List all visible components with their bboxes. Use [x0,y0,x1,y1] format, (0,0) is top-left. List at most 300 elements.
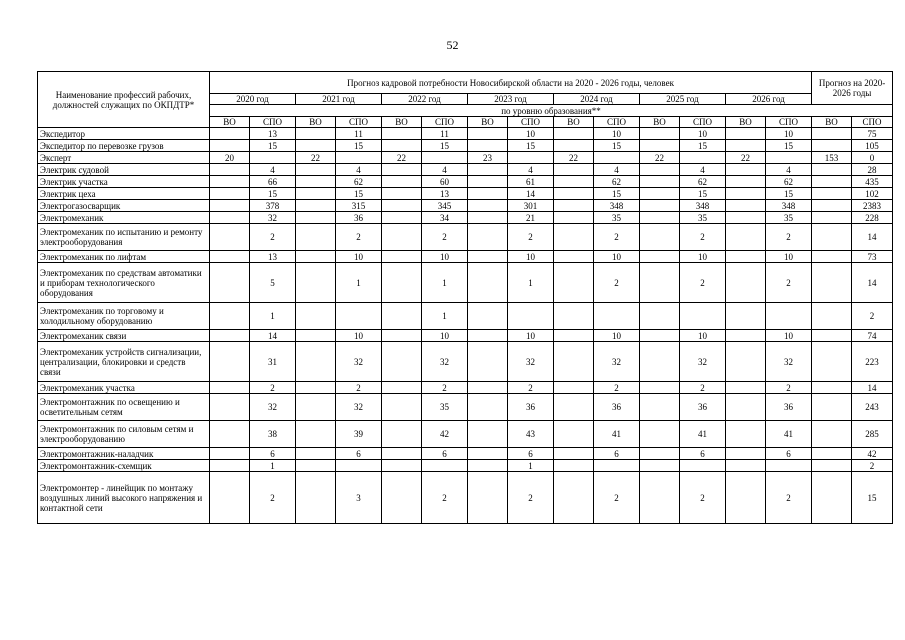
header-by-level: по уровню образования** [210,105,893,117]
value-cell [812,176,852,188]
value-cell [812,224,852,251]
value-cell: 74 [852,330,893,342]
header-level: ВО [468,117,508,128]
value-cell [210,176,250,188]
value-cell [554,472,594,524]
value-cell: 223 [852,342,893,382]
value-cell: 10 [766,128,812,140]
value-cell: 15 [250,188,296,200]
profession-name: Электромонтажник по силовым сетям и электрооборудованию [38,421,210,448]
header-level: СПО [852,117,893,128]
value-cell [468,251,508,263]
value-cell [726,188,766,200]
value-cell [296,382,336,394]
value-cell: 15 [336,188,382,200]
value-cell: 10 [508,330,554,342]
value-cell: 36 [766,394,812,421]
value-cell [594,460,640,472]
value-cell [554,303,594,330]
value-cell: 22 [382,152,422,164]
value-cell [554,200,594,212]
value-cell [210,472,250,524]
value-cell: 6 [508,448,554,460]
value-cell [766,303,812,330]
header-level: ВО [640,117,680,128]
value-cell [468,382,508,394]
value-cell: 2 [680,382,726,394]
value-cell: 15 [680,140,726,152]
value-cell: 0 [852,152,893,164]
value-cell: 10 [336,330,382,342]
profession-name: Экспедитор [38,128,210,140]
value-cell: 62 [594,176,640,188]
value-cell: 14 [250,330,296,342]
value-cell [640,251,680,263]
header-year: 2022 год [382,94,468,105]
value-cell: 41 [594,421,640,448]
value-cell [296,128,336,140]
value-cell [812,188,852,200]
value-cell: 41 [766,421,812,448]
value-cell: 2 [680,224,726,251]
value-cell [210,212,250,224]
value-cell: 348 [680,200,726,212]
value-cell: 2 [680,472,726,524]
value-cell [640,330,680,342]
value-cell [468,188,508,200]
value-cell [726,421,766,448]
value-cell [296,472,336,524]
value-cell [812,394,852,421]
value-cell [382,188,422,200]
value-cell [382,200,422,212]
value-cell: 301 [508,200,554,212]
value-cell [382,394,422,421]
value-cell: 2 [766,263,812,303]
table-row [38,200,893,212]
value-cell: 2 [422,224,468,251]
value-cell: 32 [680,342,726,382]
value-cell [468,263,508,303]
value-cell [640,176,680,188]
value-cell: 32 [594,342,640,382]
value-cell: 6 [594,448,640,460]
header-year: 2020 год [210,94,296,105]
header-year: 2024 год [554,94,640,105]
table-row [38,140,893,152]
table-row [38,128,893,140]
value-cell [640,164,680,176]
table-row [38,303,893,330]
value-cell [640,224,680,251]
value-cell: 10 [766,330,812,342]
value-cell [336,152,382,164]
value-cell: 62 [680,176,726,188]
value-cell: 15 [336,140,382,152]
value-cell: 228 [852,212,893,224]
value-cell: 32 [422,342,468,382]
value-cell: 13 [250,128,296,140]
value-cell [468,303,508,330]
value-cell [726,303,766,330]
profession-name: Электромонтажник по освещению и осветительным сетям [38,394,210,421]
value-cell: 15 [250,140,296,152]
value-cell [210,330,250,342]
value-cell: 10 [508,251,554,263]
table-row [38,448,893,460]
value-cell: 66 [250,176,296,188]
value-cell [726,263,766,303]
value-cell [382,224,422,251]
value-cell [726,382,766,394]
value-cell [210,188,250,200]
value-cell [812,212,852,224]
value-cell [210,200,250,212]
value-cell [422,152,468,164]
value-cell: 2 [508,382,554,394]
value-cell: 2 [594,472,640,524]
value-cell [296,421,336,448]
value-cell [640,140,680,152]
header-level: ВО [812,117,852,128]
value-cell [210,421,250,448]
value-cell: 4 [336,164,382,176]
value-cell [554,128,594,140]
value-cell: 22 [296,152,336,164]
table-row [38,421,893,448]
value-cell: 42 [422,421,468,448]
value-cell [296,200,336,212]
value-cell: 2 [852,460,893,472]
value-cell [766,460,812,472]
value-cell [640,303,680,330]
value-cell: 6 [250,448,296,460]
value-cell: 2 [594,224,640,251]
value-cell: 2 [852,303,893,330]
value-cell: 60 [422,176,468,188]
value-cell [726,342,766,382]
value-cell [296,460,336,472]
value-cell [640,460,680,472]
header-year: 2023 год [468,94,554,105]
value-cell [210,382,250,394]
value-cell [680,152,726,164]
value-cell: 73 [852,251,893,263]
value-cell [726,460,766,472]
value-cell: 15 [508,140,554,152]
value-cell: 39 [336,421,382,448]
value-cell: 62 [336,176,382,188]
value-cell [554,212,594,224]
value-cell: 15 [852,472,893,524]
value-cell [812,164,852,176]
value-cell [766,152,812,164]
table-row [38,394,893,421]
value-cell: 4 [594,164,640,176]
value-cell [640,200,680,212]
value-cell: 15 [680,188,726,200]
value-cell [468,460,508,472]
value-cell [296,140,336,152]
value-cell: 378 [250,200,296,212]
value-cell [726,176,766,188]
value-cell [508,152,554,164]
table-row [38,188,893,200]
value-cell [296,164,336,176]
value-cell [210,128,250,140]
table-row [38,382,893,394]
value-cell: 4 [422,164,468,176]
value-cell [210,251,250,263]
table-row [38,251,893,263]
value-cell: 28 [852,164,893,176]
value-cell [812,140,852,152]
table-row [38,176,893,188]
header-total-title: Прогноз на 2020-2026 годы [812,72,893,105]
value-cell: 315 [336,200,382,212]
value-cell [594,152,640,164]
header-year: 2025 год [640,94,726,105]
value-cell [422,460,468,472]
table-row [38,342,893,382]
value-cell [382,128,422,140]
value-cell [210,164,250,176]
value-cell [812,472,852,524]
value-cell: 10 [680,251,726,263]
value-cell: 41 [680,421,726,448]
value-cell: 36 [594,394,640,421]
profession-name: Электромеханик по торговому и холодильному оборудованию [38,303,210,330]
value-cell [210,224,250,251]
value-cell [812,460,852,472]
value-cell: 13 [250,251,296,263]
profession-name: Электрик цеха [38,188,210,200]
value-cell [812,128,852,140]
value-cell [296,330,336,342]
value-cell [468,394,508,421]
value-cell [640,394,680,421]
value-cell [554,330,594,342]
header-level: СПО [766,117,812,128]
value-cell: 2 [508,224,554,251]
value-cell: 15 [422,140,468,152]
value-cell [296,212,336,224]
value-cell [726,164,766,176]
value-cell: 4 [766,164,812,176]
value-cell [296,394,336,421]
value-cell: 22 [640,152,680,164]
value-cell [812,330,852,342]
value-cell: 32 [250,394,296,421]
value-cell: 153 [812,152,852,164]
value-cell [726,224,766,251]
value-cell [468,448,508,460]
value-cell: 14 [852,263,893,303]
value-cell: 10 [680,128,726,140]
value-cell [554,188,594,200]
value-cell: 32 [336,394,382,421]
header-name-column: Наименование профессий рабочих, должностей служащих по ОКПДТР* [38,72,210,128]
value-cell [210,263,250,303]
value-cell [336,460,382,472]
value-cell: 38 [250,421,296,448]
value-cell: 6 [336,448,382,460]
page-number: 52 [446,38,459,52]
value-cell: 43 [508,421,554,448]
value-cell [812,448,852,460]
value-cell [726,251,766,263]
header-level: СПО [250,117,296,128]
value-cell [468,342,508,382]
value-cell: 36 [508,394,554,421]
value-cell: 35 [422,394,468,421]
value-cell [382,382,422,394]
value-cell [554,164,594,176]
value-cell [554,448,594,460]
value-cell [382,460,422,472]
value-cell [554,421,594,448]
value-cell [640,212,680,224]
profession-name: Электрогазосварщик [38,200,210,212]
value-cell: 35 [680,212,726,224]
value-cell: 4 [508,164,554,176]
value-cell: 14 [852,382,893,394]
value-cell: 21 [508,212,554,224]
value-cell: 10 [508,128,554,140]
value-cell: 345 [422,200,468,212]
value-cell: 10 [594,128,640,140]
value-cell [468,140,508,152]
value-cell [382,472,422,524]
value-cell: 2 [594,382,640,394]
value-cell [468,176,508,188]
value-cell [680,303,726,330]
value-cell: 32 [250,212,296,224]
value-cell: 61 [508,176,554,188]
table-row [38,164,893,176]
value-cell [296,448,336,460]
value-cell: 10 [594,251,640,263]
value-cell: 2 [336,382,382,394]
value-cell: 348 [594,200,640,212]
value-cell: 22 [554,152,594,164]
value-cell [468,224,508,251]
value-cell: 4 [680,164,726,176]
header-level: ВО [554,117,594,128]
header-year: 2026 год [726,94,812,105]
profession-name: Электромеханик по испытанию и ремонту электрооборудования [38,224,210,251]
profession-name: Экспедитор по перевозке грузов [38,140,210,152]
value-cell [468,421,508,448]
value-cell: 2 [250,382,296,394]
value-cell: 36 [680,394,726,421]
header-year: 2021 год [296,94,382,105]
header-level: СПО [594,117,640,128]
value-cell [554,251,594,263]
value-cell: 6 [766,448,812,460]
value-cell: 105 [852,140,893,152]
value-cell [640,421,680,448]
profession-name: Электромонтажник-наладчик [38,448,210,460]
value-cell: 2383 [852,200,893,212]
value-cell [296,303,336,330]
value-cell: 31 [250,342,296,382]
table-row [38,152,893,164]
header-forecast-title: Прогноз кадровой потребности Новосибирской области на 2020 - 2026 годы, человек [210,72,812,94]
value-cell: 75 [852,128,893,140]
profession-name: Электромеханик участка [38,382,210,394]
value-cell [640,188,680,200]
value-cell [382,303,422,330]
value-cell: 36 [336,212,382,224]
value-cell [382,448,422,460]
value-cell: 2 [594,263,640,303]
value-cell [382,421,422,448]
header-level: СПО [422,117,468,128]
value-cell [640,448,680,460]
value-cell: 1 [508,460,554,472]
value-cell: 10 [680,330,726,342]
value-cell: 102 [852,188,893,200]
value-cell: 2 [766,224,812,251]
value-cell [554,382,594,394]
value-cell: 13 [422,188,468,200]
value-cell: 2 [250,224,296,251]
table-row [38,330,893,342]
value-cell [382,342,422,382]
value-cell: 10 [422,251,468,263]
value-cell: 243 [852,394,893,421]
value-cell: 2 [422,382,468,394]
value-cell [726,472,766,524]
profession-name: Электромеханик [38,212,210,224]
value-cell: 1 [422,303,468,330]
value-cell: 2 [250,472,296,524]
value-cell [726,212,766,224]
table-row [38,212,893,224]
value-cell [382,176,422,188]
value-cell: 15 [594,140,640,152]
forecast-table [37,71,893,524]
value-cell [296,263,336,303]
value-cell [210,460,250,472]
value-cell: 11 [336,128,382,140]
value-cell: 15 [766,140,812,152]
table-row [38,263,893,303]
value-cell [296,176,336,188]
value-cell [468,200,508,212]
value-cell [812,200,852,212]
value-cell [812,421,852,448]
value-cell [336,303,382,330]
value-cell [554,176,594,188]
header-level: ВО [726,117,766,128]
value-cell [210,140,250,152]
value-cell [726,140,766,152]
value-cell [812,251,852,263]
profession-name: Электрик участка [38,176,210,188]
value-cell: 10 [336,251,382,263]
header-level: СПО [680,117,726,128]
value-cell [640,263,680,303]
value-cell: 15 [766,188,812,200]
value-cell [726,330,766,342]
profession-name: Электромонтер - линейщик по монтажу воздушных линий высокого напряжения и контактной сети [38,472,210,524]
profession-name: Электрик судовой [38,164,210,176]
value-cell [296,251,336,263]
value-cell [640,342,680,382]
header-level: СПО [508,117,554,128]
